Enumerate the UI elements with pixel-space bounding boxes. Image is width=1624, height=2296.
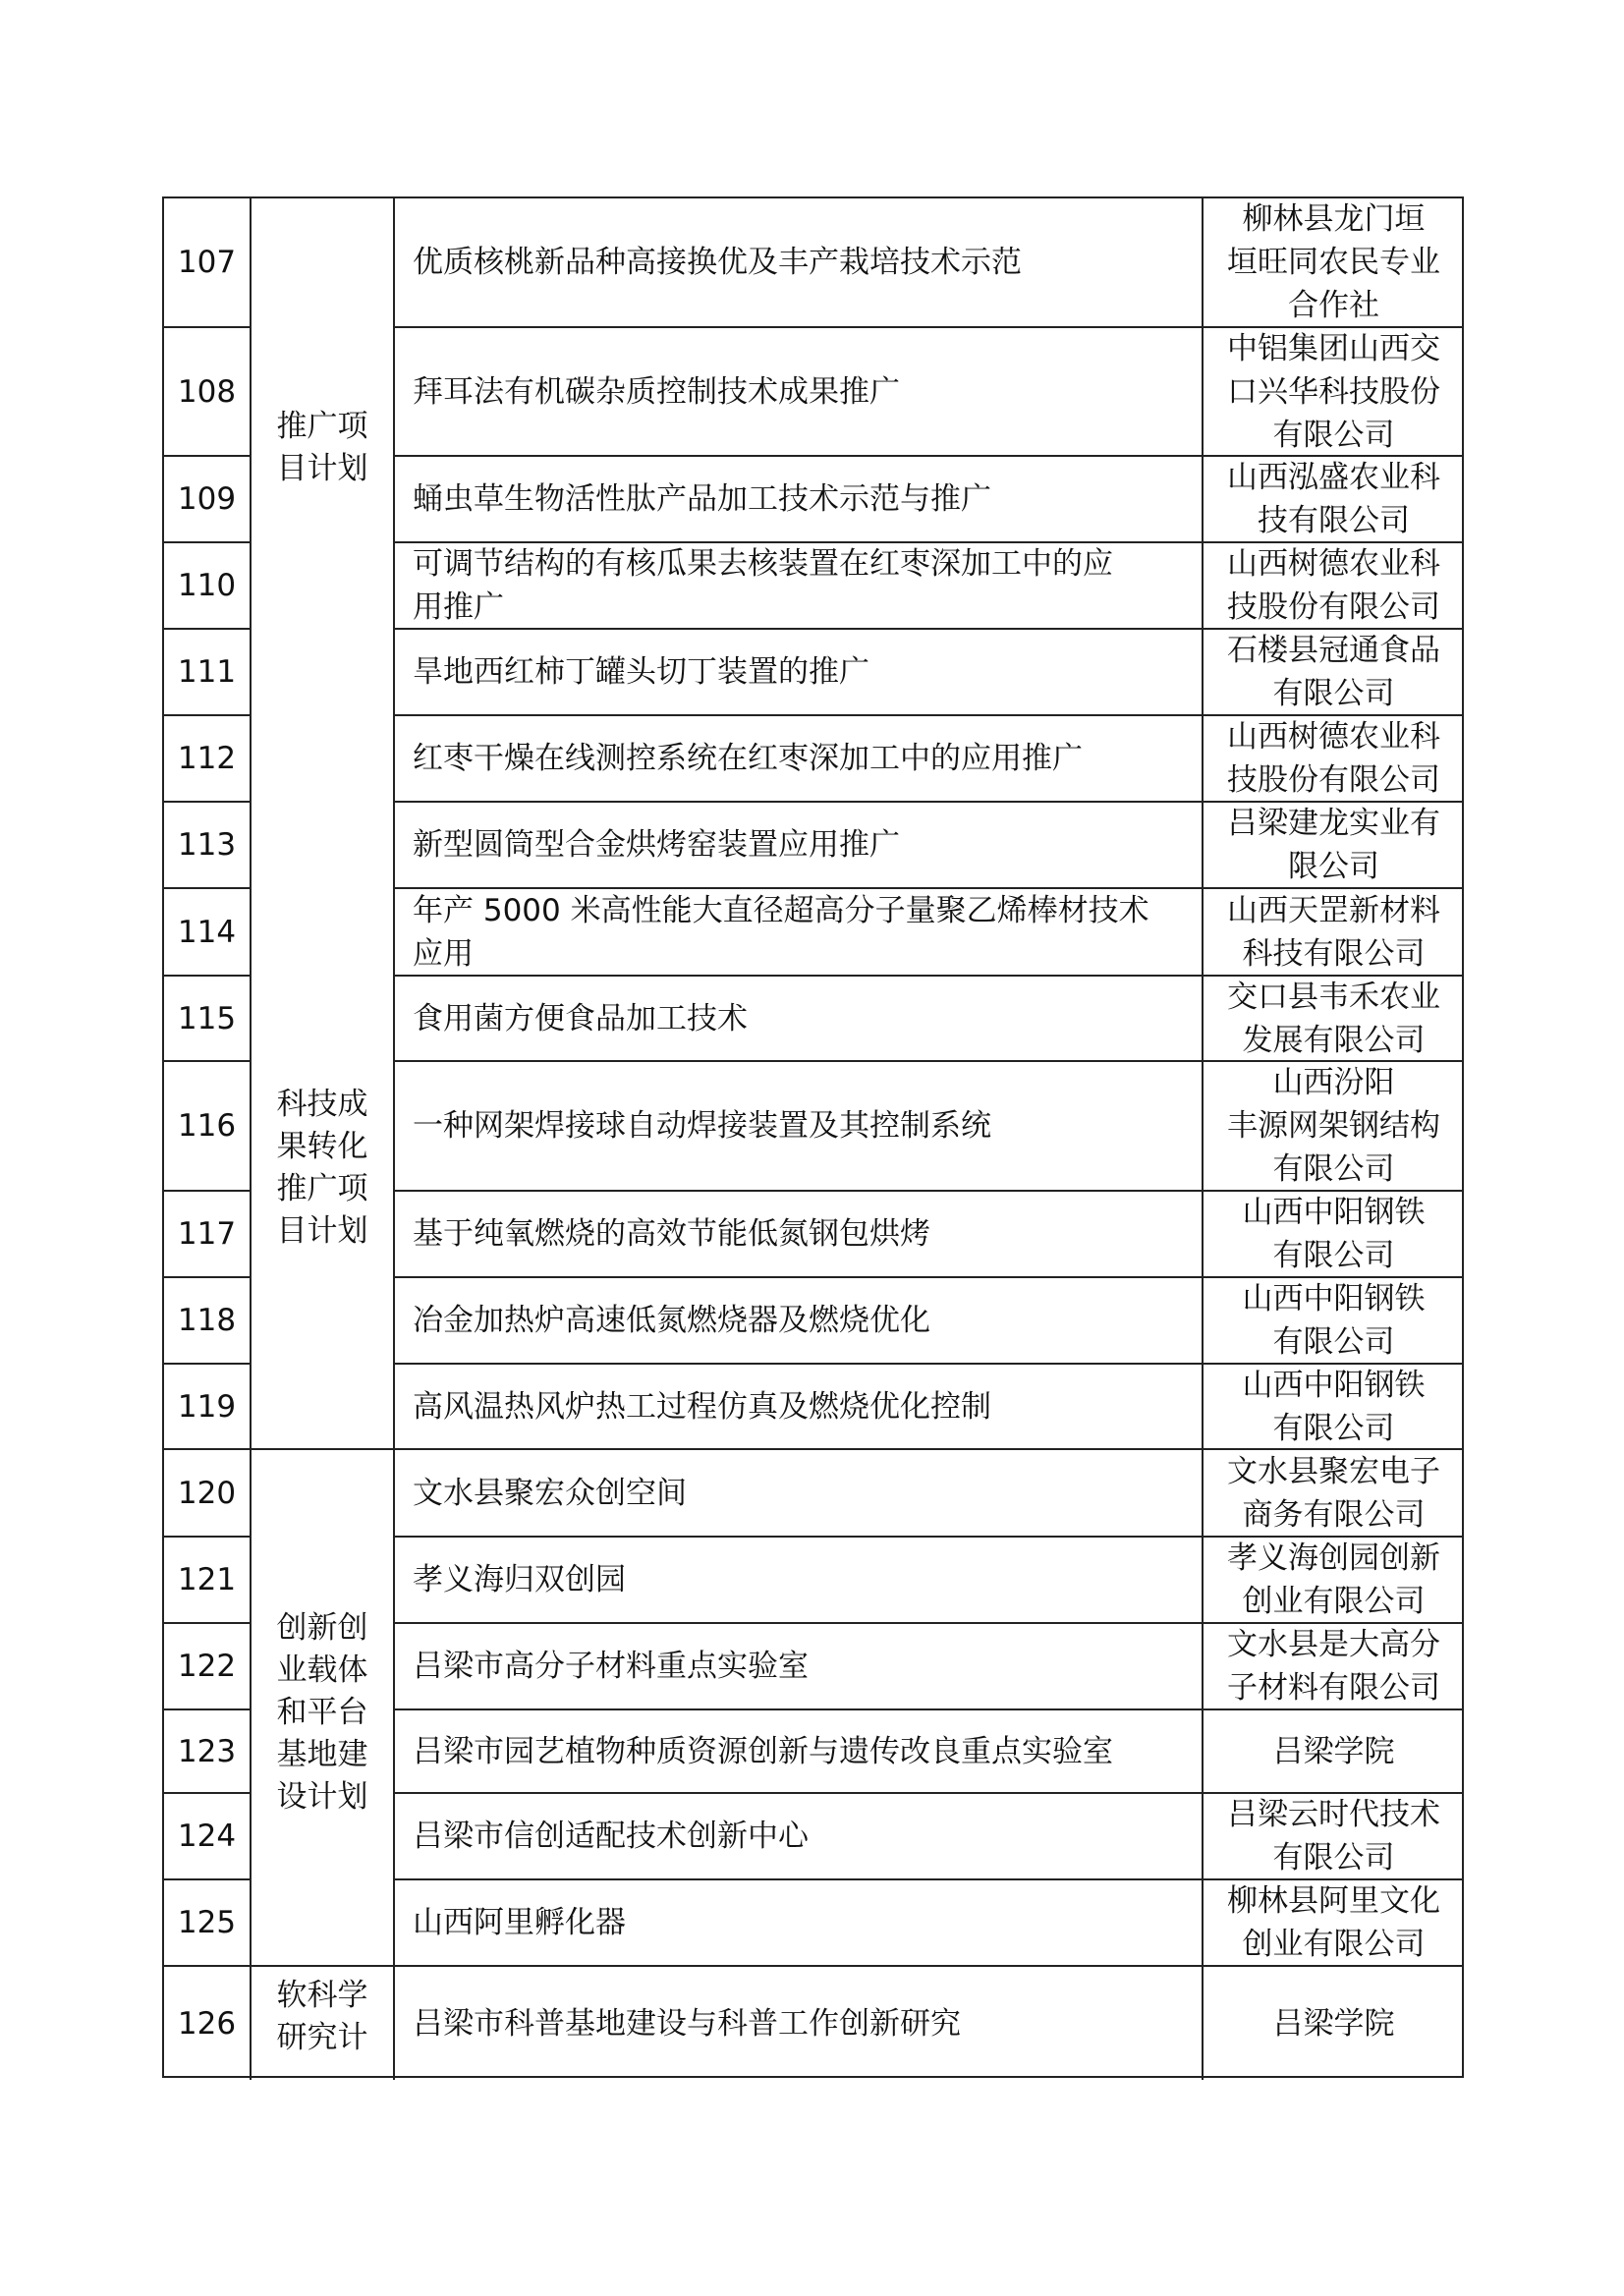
organization-name	[1204, 977, 1464, 1062]
organization-name-line: 丰源网架钢结构	[1227, 1108, 1440, 1144]
project-table	[162, 196, 1464, 2078]
organization-name-line: 交口县韦禾农业	[1227, 979, 1440, 1015]
organization-name	[1204, 1880, 1464, 1967]
organization-name-line: 有限公司	[1272, 1151, 1395, 1187]
row-number: 118	[164, 1278, 252, 1365]
row-number: 117	[164, 1192, 252, 1278]
organization-name-line: 有限公司	[1272, 1410, 1395, 1446]
organization-name-line: 有限公司	[1272, 1238, 1395, 1273]
organization-name	[1204, 457, 1464, 543]
organization-name	[1204, 889, 1464, 977]
project-name-line: 可调节结构的有核瓜果去核装置在红枣深加工中的应	[413, 546, 1113, 582]
row-number: 125	[164, 1880, 252, 1967]
organization-name-line: 山西中阳钢铁	[1242, 1367, 1426, 1403]
organization-name	[1204, 716, 1464, 803]
organization-name	[1204, 1624, 1464, 1710]
row-number: 115	[164, 977, 252, 1062]
category-label-line: 软科学	[276, 1978, 368, 2013]
project-name: 山西阿里孵化器	[395, 1880, 1204, 1967]
category-label-line: 推广项	[276, 409, 368, 444]
category-cell	[252, 1450, 395, 1967]
project-name-line: 用推广	[413, 589, 504, 625]
organization-name-line: 有限公司	[1272, 1840, 1395, 1876]
category-label-line: 果转化	[276, 1129, 368, 1164]
organization-name-line: 吕梁云时代技术	[1227, 1797, 1440, 1832]
organization-name	[1204, 328, 1464, 457]
organization-name-line: 吕梁学院	[1272, 2005, 1395, 2042]
organization-name	[1204, 1450, 1464, 1538]
project-name: 吕梁市高分子材料重点实验室	[395, 1624, 1204, 1710]
organization-name-line: 山西天罡新材料	[1227, 892, 1440, 928]
organization-name	[1204, 803, 1464, 889]
organization-name-line: 山西中阳钢铁	[1242, 1195, 1426, 1230]
project-name: 吕梁市园艺植物种质资源创新与遗传改良重点实验室	[395, 1710, 1204, 1794]
category-cell	[252, 1967, 395, 2080]
project-name: 基于纯氧燃烧的高效节能低氮钢包烘烤	[395, 1192, 1204, 1278]
organization-name-line: 技股份有限公司	[1227, 762, 1440, 798]
project-name: 吕梁市科普基地建设与科普工作创新研究	[395, 1967, 1204, 2080]
category-label-line: 科技成	[276, 1087, 368, 1122]
row-number: 116	[164, 1062, 252, 1192]
project-name	[395, 889, 1204, 977]
row-number: 122	[164, 1624, 252, 1710]
organization-name-line: 山西树德农业科	[1227, 719, 1440, 755]
organization-name-line: 技有限公司	[1258, 503, 1410, 538]
organization-name	[1204, 1365, 1464, 1450]
organization-name-line: 文水县是大高分	[1227, 1627, 1440, 1662]
project-name: 新型圆筒型合金烘烤窑装置应用推广	[395, 803, 1204, 889]
organization-name-line: 孝义海创园创新	[1227, 1540, 1440, 1576]
organization-name-line: 吕梁建龙实业有	[1227, 806, 1440, 841]
organization-name	[1204, 543, 1464, 630]
row-number: 124	[164, 1794, 252, 1880]
organization-name-line: 文水县聚宏电子	[1227, 1453, 1440, 1489]
organization-name-line: 山西中阳钢铁	[1242, 1281, 1426, 1316]
organization-name-line: 有限公司	[1272, 1324, 1395, 1360]
category-label-line: 创新创	[276, 1610, 368, 1646]
project-name: 吕梁市信创适配技术创新中心	[395, 1794, 1204, 1880]
row-number: 108	[164, 328, 252, 457]
category-label-line: 设计划	[276, 1779, 368, 1815]
organization-name-line: 山西汾阳	[1272, 1065, 1395, 1100]
organization-name-line: 山西树德农业科	[1227, 546, 1440, 582]
row-number: 109	[164, 457, 252, 543]
organization-name-line: 技股份有限公司	[1227, 589, 1440, 625]
project-name: 高风温热风炉热工过程仿真及燃烧优化控制	[395, 1365, 1204, 1450]
organization-name-line: 有限公司	[1272, 417, 1395, 453]
row-number: 120	[164, 1450, 252, 1538]
category-label	[252, 406, 393, 490]
organization-name	[1204, 198, 1464, 328]
category-label-line: 研究计	[276, 2020, 368, 2055]
category-label-line: 和平台	[276, 1695, 368, 1730]
organization-name	[1204, 1062, 1464, 1192]
category-label-line: 目计划	[276, 451, 368, 486]
organization-name-line: 吕梁学院	[1272, 1733, 1395, 1769]
row-number: 113	[164, 803, 252, 889]
organization-name	[1204, 1278, 1464, 1365]
row-number: 126	[164, 1967, 252, 2080]
category-label-line: 业载体	[276, 1652, 368, 1688]
project-name-line: 年产 5000 米高性能大直径超高分子量聚乙烯棒材技术	[413, 892, 1149, 928]
project-name: 蛹虫草生物活性肽产品加工技术示范与推广	[395, 457, 1204, 543]
project-name	[395, 543, 1204, 630]
organization-name-line: 石楼县冠通食品	[1227, 633, 1440, 668]
category-label-line: 基地建	[276, 1737, 368, 1772]
organization-name-line: 有限公司	[1272, 676, 1395, 711]
category-cell	[252, 198, 395, 1450]
organization-name-line: 创业有限公司	[1242, 1584, 1426, 1619]
row-number: 119	[164, 1365, 252, 1450]
category-label-line: 推广项	[276, 1171, 368, 1206]
row-number: 111	[164, 630, 252, 716]
organization-name	[1204, 1538, 1464, 1624]
category-label	[252, 1607, 393, 1819]
project-name-line: 应用	[413, 935, 474, 972]
organization-name	[1204, 1967, 1464, 2080]
organization-name	[1204, 630, 1464, 716]
project-name: 优质核桃新品种高接换优及丰产栽培技术示范	[395, 198, 1204, 328]
project-name: 文水县聚宏众创空间	[395, 1450, 1204, 1538]
row-number: 114	[164, 889, 252, 977]
organization-name-line: 科技有限公司	[1242, 935, 1426, 972]
category-label	[252, 1084, 393, 1253]
organization-name-line: 柳林县龙门垣	[1242, 201, 1426, 237]
row-number: 112	[164, 716, 252, 803]
organization-name-line: 柳林县阿里文化	[1227, 1883, 1440, 1919]
project-name: 旱地西红柿丁罐头切丁装置的推广	[395, 630, 1204, 716]
row-number: 121	[164, 1538, 252, 1624]
project-name: 冶金加热炉高速低氮燃烧器及燃烧优化	[395, 1278, 1204, 1365]
organization-name-line: 子材料有限公司	[1227, 1670, 1440, 1706]
organization-name	[1204, 1710, 1464, 1794]
project-name: 食用菌方便食品加工技术	[395, 977, 1204, 1062]
category-label	[252, 1975, 393, 2059]
row-number: 123	[164, 1710, 252, 1794]
organization-name-line: 垣旺同农民专业	[1227, 245, 1440, 280]
organization-name-line: 创业有限公司	[1242, 1927, 1426, 1962]
organization-name-line: 合作社	[1288, 288, 1379, 323]
project-name: 红枣干燥在线测控系统在红枣深加工中的应用推广	[395, 716, 1204, 803]
organization-name-line: 中铝集团山西交	[1227, 330, 1440, 366]
organization-name-line: 发展有限公司	[1242, 1022, 1426, 1058]
row-number: 110	[164, 543, 252, 630]
organization-name-line: 限公司	[1288, 849, 1379, 884]
project-name: 拜耳法有机碳杂质控制技术成果推广	[395, 328, 1204, 457]
organization-name-line: 口兴华科技股份	[1227, 373, 1440, 410]
organization-name-line: 商务有限公司	[1242, 1496, 1426, 1533]
project-name: 一种网架焊接球自动焊接装置及其控制系统	[395, 1062, 1204, 1192]
project-name: 孝义海归双创园	[395, 1538, 1204, 1624]
organization-name-line: 山西泓盛农业科	[1227, 460, 1440, 495]
category-label-line: 目计划	[276, 1213, 368, 1249]
organization-name	[1204, 1794, 1464, 1880]
organization-name	[1204, 1192, 1464, 1278]
row-number: 107	[164, 198, 252, 328]
